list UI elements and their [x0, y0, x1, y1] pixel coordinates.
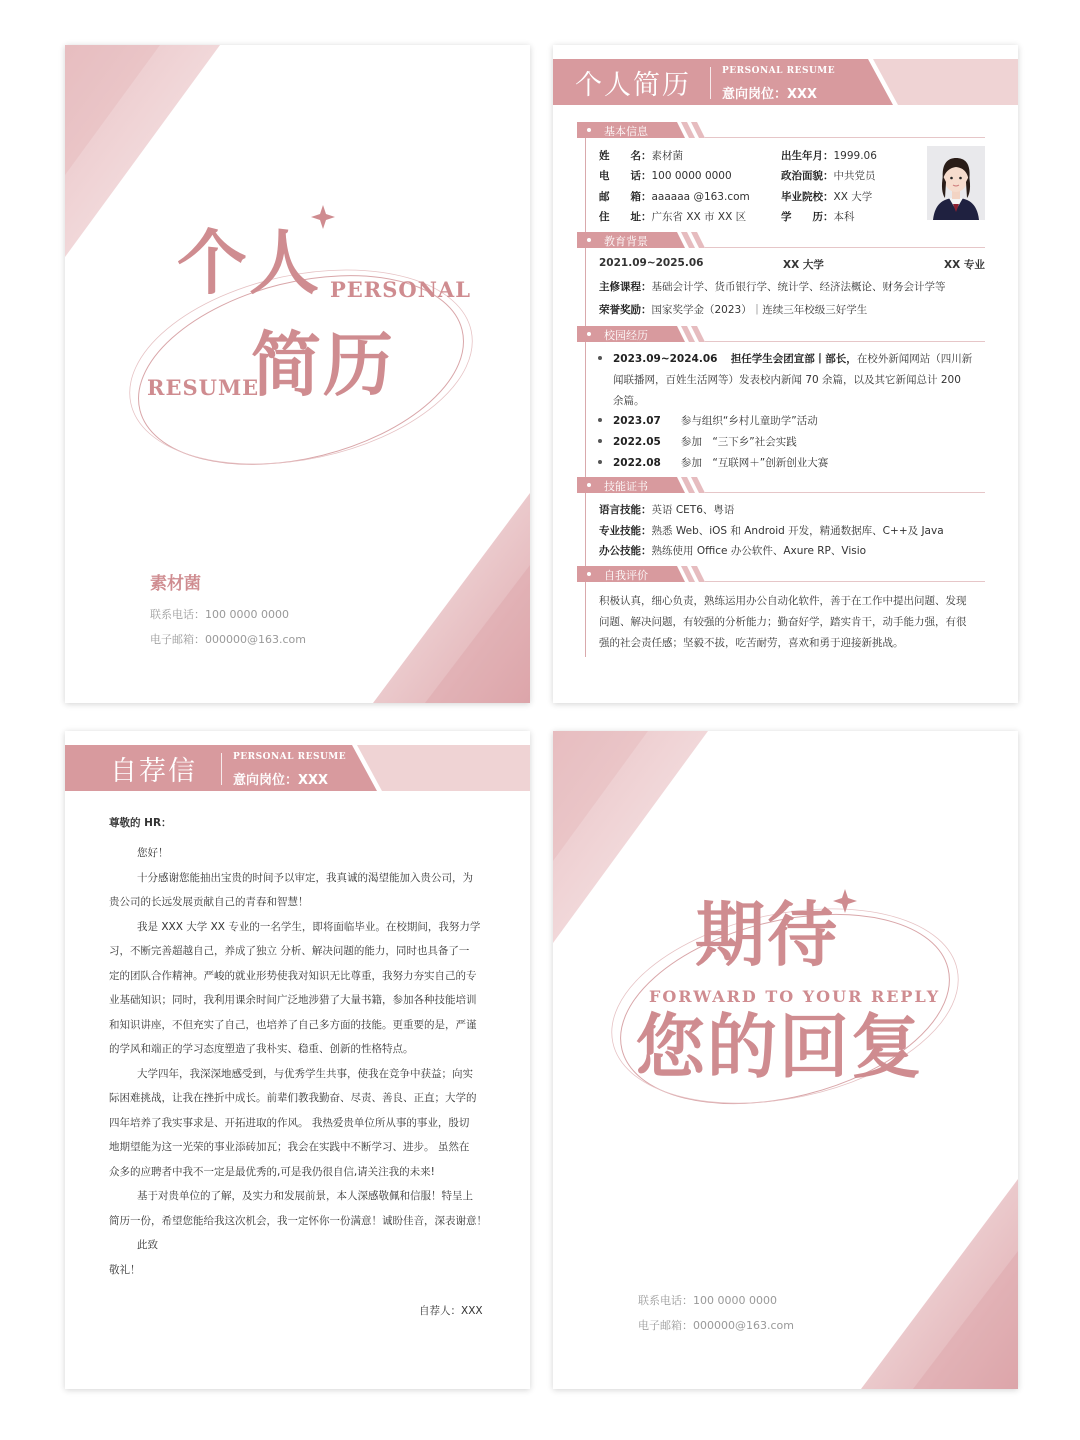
cover-en-top: PERSONAL [330, 277, 471, 302]
resume-position: 意向岗位：XXX [722, 87, 818, 102]
letter-page [65, 731, 530, 1389]
skill-language: 语言技能：英语 CET6、粤语 [599, 504, 735, 516]
letter-body [109, 841, 487, 1282]
closing-email: 电子邮箱：000000@163.com [638, 1319, 794, 1332]
cover-page [65, 45, 530, 703]
campus-item-3: 2022.05 参加 “三下乡”社会实践 [613, 436, 797, 448]
self-eval-line1: 积极认真，细心负责，熟练运用办公自动化软件，善于在工作中提出问题、发现 [599, 595, 967, 607]
header-separator [710, 67, 711, 99]
edu-school: XX 大学 [783, 259, 824, 271]
letter-line: 定的团队合作精神。严峻的就业形势使我对知识无比尊重，我努力夯实自己的专 [109, 969, 477, 982]
resume-en-title: PERSONAL RESUME [722, 66, 836, 76]
campus-item-1-line2: 闻联播网，百姓生活网等）发表校内新闻 70 余篇，以及其它新闻总计 200 [613, 374, 961, 386]
cover-phone: 联系电话：100 0000 0000 [150, 608, 289, 621]
letter-line: 敬礼！ [109, 1263, 141, 1276]
letter-line: 众多的应聘者中我不一定是最优秀的,可是我仍很自信,请关注我的未来! [109, 1165, 435, 1178]
letter-line: 十分感谢您能抽出宝贵的时间予以审定，我真诚的渴望能加入贵公司，为 [137, 871, 473, 884]
cover-en-bottom: RESUME [147, 375, 260, 400]
section-education [577, 232, 985, 248]
skill-professional: 专业技能：熟悉 Web、iOS 和 Android 开发，精通数据库、C++及 Java [599, 525, 944, 537]
edu-period: 2021.09~2025.06 [599, 257, 704, 269]
bullet [598, 418, 602, 422]
closing-title-bottom: 您的回复 [635, 1005, 923, 1088]
resume-title: 个人简历 [575, 70, 691, 101]
letter-header [65, 745, 530, 791]
basic-phone: 电 话：100 0000 0000 [599, 170, 732, 182]
cover-email: 电子邮箱：000000@163.com [150, 633, 306, 646]
letter-line: 简历一份，希望您能给我这次机会，我一定怀你一份满意！诚盼佳音，深表谢意！ [109, 1214, 487, 1227]
letter-line: 的学风和端正的学习态度塑造了我朴实、稳重、创新的性格特点。 [109, 1043, 414, 1055]
profile-photo [927, 146, 985, 220]
letter-line: 习，不断完善超越自己，养成了独立 分析、解决问题的能力，同时也具备了一 [109, 945, 470, 957]
basic-email: 邮 箱：aaaaaa @163.com [599, 191, 750, 203]
edu-courses: 主修课程：基础会计学、货币银行学、统计学、经济法概论、财务会计学等 [599, 281, 946, 293]
self-eval-line2: 问题、解决问题，有较强的分析能力；勤奋好学，踏实肯干，动手能力强，有很 [599, 616, 967, 628]
edu-honors: 荣誉奖励：国家奖学金（2023）｜连续三年校级三好学生 [599, 304, 868, 316]
basic-school: 毕业院校：XX 大学 [781, 191, 873, 203]
resume-header [553, 59, 1018, 105]
letter-position: 意向岗位：XXX [233, 773, 329, 788]
letter-line: 此致 [137, 1239, 158, 1251]
basic-address: 住 址：广东省 XX 市 XX 区 [599, 211, 747, 223]
skill-office: 办公技能：熟练使用 Office 办公软件、Axure RP、Visio [599, 545, 867, 557]
letter-line: 基于对贵单位的了解，及实力和发展前景，本人深感敬佩和信服！特呈上 [137, 1190, 473, 1202]
section-self-label: 自我评价 [604, 569, 648, 582]
self-eval-line3: 强的社会责任感；坚毅不拔，吃苦耐劳，喜欢和勇于迎接新挑战。 [599, 637, 904, 649]
closing-phone: 联系电话：100 0000 0000 [638, 1294, 777, 1307]
closing-en: FORWARD TO YOUR REPLY [649, 987, 941, 1006]
basic-birth: 出生年月：1999.06 [781, 150, 877, 162]
section-campus-label: 校园经历 [604, 329, 648, 342]
letter-line: 地期望能为这一光荣的事业添砖加瓦；我会在实践中不断学习、进步。 虽然在 [109, 1141, 470, 1153]
section-basic [577, 122, 985, 138]
closing-title-top: 期待 [695, 893, 839, 976]
bullet [598, 439, 602, 443]
letter-line: 和知识讲座，不但充实了自己，也培养了自己多方面的技能。更重要的是，严谨 [109, 1018, 477, 1031]
cover-title-top: 个人 [177, 221, 321, 304]
campus-item-4: 2022.08 参加 “互联网＋”创新创业大赛 [613, 457, 829, 469]
letter-signature: 自荐人：XXX [419, 1305, 483, 1317]
edu-major: XX 专业 [944, 259, 985, 271]
basic-politics: 政治面貌：中共党员 [781, 170, 876, 182]
bullet [598, 356, 602, 360]
section-skills [577, 477, 985, 493]
cover-name: 素材菌 [150, 574, 201, 594]
letter-line: 业基础知识；同时，我利用课余时间广泛地涉猎了大量书籍，参加各种技能培训 [109, 994, 477, 1006]
letter-line: 贵公司的长远发展贡献自己的青春和智慧！ [109, 896, 309, 908]
resume-page [553, 45, 1018, 703]
campus-item-1-line3: 余篇。 [613, 395, 645, 407]
letter-line: 我是 XXX 大学 XX 专业的一名学生，即将面临毕业。在校期间，我努力学 [137, 920, 481, 933]
section-skills-label: 技能证书 [604, 480, 648, 493]
letter-title: 自荐信 [110, 756, 197, 787]
section-education-label: 教育背景 [604, 235, 648, 248]
campus-item-2: 2023.07 参与组织“乡村儿童助学”活动 [613, 415, 818, 427]
header-separator [221, 753, 222, 785]
letter-salutation: 尊敬的 HR： [109, 817, 172, 829]
basic-name: 姓 名：素材菌 [599, 150, 683, 162]
basic-degree: 学 历：本科 [781, 211, 855, 223]
cover-title-bottom: 简历 [251, 323, 395, 406]
letter-en-title: PERSONAL RESUME [233, 752, 347, 762]
letter-line: 大学四年，我深深地感受到，与优秀学生共事，使我在竞争中获益；向实 [137, 1067, 473, 1080]
letter-line: 际困难挑战，让我在挫折中成长。前辈们教我勤奋、尽责、善良、正直；大学的 [109, 1092, 477, 1104]
section-self [577, 566, 985, 582]
bullet [598, 460, 602, 464]
closing-page [553, 731, 1018, 1389]
section-basic-label: 基本信息 [604, 125, 648, 138]
campus-item-1: 2023.09~2024.06 担任学生会团宣部丨部长，在校外新闻网站（四川新 [613, 353, 973, 365]
section-campus [577, 326, 985, 342]
letter-line: 四年培养了我实事求是、开拓进取的作风。 我热爱贵单位所从事的事业，殷切 [109, 1116, 470, 1129]
letter-line: 您好！ [137, 847, 169, 859]
